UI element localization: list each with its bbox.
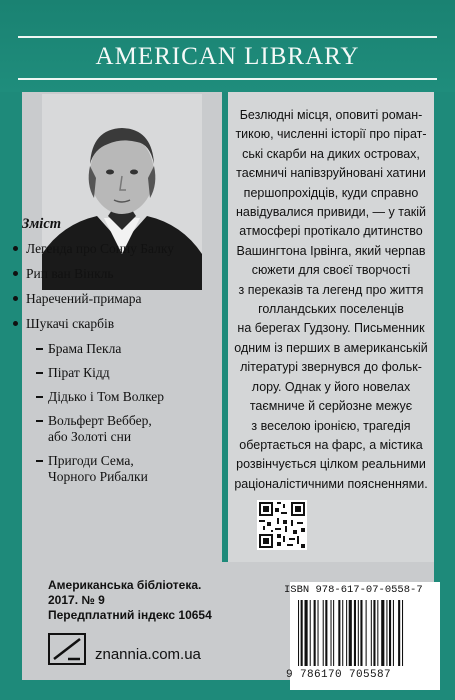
description-line: тикою, численні історії про пірат- [235,127,427,142]
qr-code [257,500,307,550]
description-line: літературі звернувся до фольк- [240,360,422,375]
series-title: AMERICAN LIBRARY [95,43,360,70]
dash-icon [36,348,43,350]
toc-subitem [12,365,198,381]
toc-subitem-label: Дідько і Том Волкер [48,389,165,404]
table-of-contents [12,216,198,493]
toc-item [12,241,198,257]
toc-item [12,291,198,307]
description-line: одним із перших в американській [234,340,428,355]
toc-subitem-label: Чорного Рибалки [48,469,148,484]
bullet-icon [13,296,18,301]
toc-subitem [12,413,198,445]
toc-subitem-label: Брама Пекла [48,341,122,356]
dash-icon [36,460,43,462]
toc-subitem [12,453,198,485]
description-line: раціоналістичними поясненнями. [234,476,428,491]
description-line: розвінчується цілком реальними [236,457,426,472]
description-line: обертається на фарс, а містика [239,437,423,452]
description-line: голландських поселенців [258,302,404,317]
toc-subitem [12,341,198,357]
book-description [208,106,454,494]
barcode-digits: 9 786170 705587 [286,669,392,681]
publisher-logo-icon [50,635,84,663]
description-line: Вашингтона Ірвінга, який черпав [236,243,426,258]
description-line: сюжети для своєї творчості [251,263,411,278]
header-rule-top [18,36,437,38]
publication-info [48,578,212,623]
contents-heading: Зміст [22,216,62,232]
toc-item-label: Рип ван Вінкль [26,266,114,281]
description-line: атмосфері протікало дитинство [239,224,423,239]
toc-item [12,316,198,332]
description-line: ські скарби на диких островах, [242,146,420,161]
description-line: лору. Однак у його новелах [251,379,411,394]
toc-item [12,266,198,282]
toc-subitem-label: Вольферт Веббер, [48,413,152,428]
toc-item-label: Шукачі скарбів [26,316,115,331]
toc-subitem-label: або Золоті сни [48,429,132,444]
description-line: таємничі напівзруйновані хатини [236,166,426,181]
qr-code-icon [257,500,307,550]
dash-icon [36,420,43,422]
barcode-icon [296,600,434,666]
description-line: першопрохідців, куди справно [243,185,419,200]
description-line: на берегах Гудзону. Письменник [237,321,425,336]
subscription-index: Передплатний індекс 10654 [48,608,212,622]
toc-item-label: Легенда про Сонну Балку [26,241,175,256]
description-line: навідувалися привиди, — у такій [235,205,427,220]
toc-subitem [12,389,198,405]
bullet-icon [13,271,18,276]
toc-subitem-label: Пірат Кідд [48,365,110,380]
series-line: Американська бібліотека. [48,578,202,592]
isbn-label: ISBN 978-617-07-0558-7 [284,584,423,596]
description-line: Безлюдні місця, оповиті роман- [239,108,423,122]
description-line: з веселою іронією, трагедія [251,418,411,433]
toc-subitem-label: Пригоди Сема, [48,453,134,468]
bullet-icon [13,321,18,326]
publisher-logo [48,633,86,665]
dash-icon [36,396,43,398]
publisher-website: znannia.com.ua [95,646,201,663]
toc-item-label: Наречений-примара [26,291,142,306]
dash-icon [36,372,43,374]
header-rule-bottom [18,78,437,80]
bullet-icon [13,246,18,251]
issue-line: 2017. № 9 [48,593,105,607]
description-line: таємниче й серйозне межує [249,399,413,414]
description-line: з переказів та легенд про життя [238,282,424,297]
